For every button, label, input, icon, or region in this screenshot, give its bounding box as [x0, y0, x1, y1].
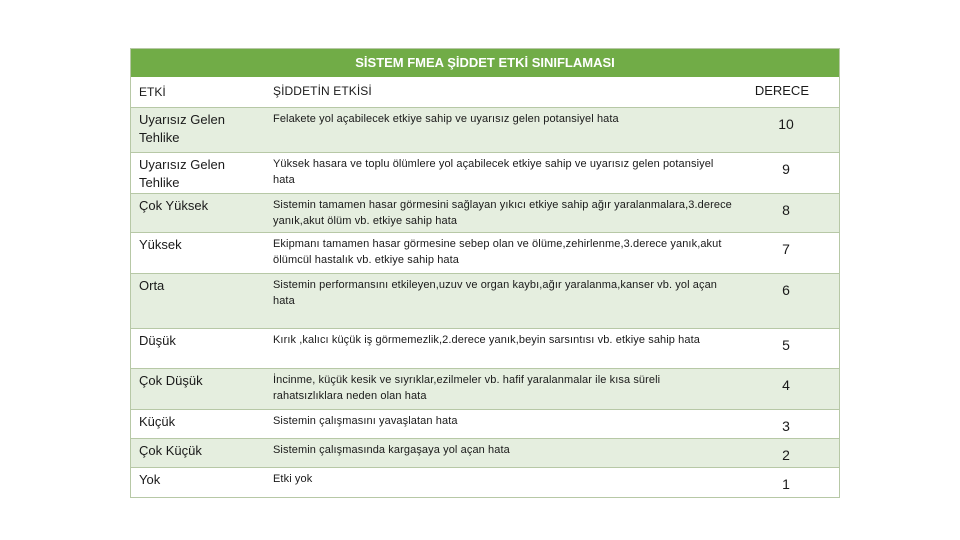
effect-cell: Çok Yüksek [139, 198, 209, 213]
rank-cell: 7 [782, 241, 790, 257]
description-cell: İncinme, küçük kesik ve sıyrıklar,ezilmeler vb. hafif yaralanmalar ile kısa süreli rahatsızlıklara neden olan hata [273, 374, 661, 402]
table-row [131, 329, 839, 369]
effect-cell: Uyarısız Gelen Tehlike [139, 157, 225, 190]
description-cell: Yüksek hasara ve toplu ölümlere yol açabilecek etkiye sahip ve uyarısız gelen potansiyel hata [273, 158, 714, 186]
table-body [131, 108, 839, 497]
description-cell: Etki yok [273, 473, 313, 485]
effect-cell: Uyarısız Gelen Tehlike [139, 112, 225, 145]
rank-cell: 9 [782, 161, 790, 177]
table-row [131, 153, 839, 194]
rank-cell: 3 [782, 418, 790, 434]
table-row [131, 410, 839, 439]
table-title: SİSTEM FMEA ŞİDDET ETKİ SINIFLAMASI [131, 49, 839, 77]
effect-cell: Çok Küçük [139, 443, 202, 458]
rank-cell: 8 [782, 202, 790, 218]
effect-cell: Orta [139, 278, 165, 293]
description-cell: Sistemin tamamen hasar görmesini sağlayan yıkıcı etkiye sahip ağır yaralanmalara,3.derece yanık,akut ölüm vb. etkiye sahip hata [273, 199, 732, 227]
header-row [131, 77, 839, 108]
rank-cell: 1 [782, 476, 790, 492]
rank-cell: 4 [782, 377, 790, 393]
fmea-severity-table [130, 48, 840, 498]
effect-cell: Çok Düşük [139, 373, 203, 388]
table-row [131, 468, 839, 497]
description-cell: Felakete yol açabilecek etkiye sahip ve uyarısız gelen potansiyel hata [273, 113, 619, 125]
effect-cell: Yüksek [139, 237, 182, 252]
table-row [131, 233, 839, 274]
table-row [131, 439, 839, 468]
description-cell: Sistemin çalışmasında kargaşaya yol açan hata [273, 444, 510, 456]
header-severity-effect: ŞİDDETİN ETKİSİ [273, 84, 372, 98]
rank-cell: 2 [782, 447, 790, 463]
effect-cell: Küçük [139, 414, 176, 429]
description-cell: Sistemin performansını etkileyen,uzuv ve organ kaybı,ağır yaralanma,kanser vb. yol açan hata [273, 279, 718, 307]
header-rank: DERECE [754, 83, 809, 98]
table-row [131, 274, 839, 329]
rank-cell: 6 [782, 282, 790, 298]
rank-cell: 10 [778, 116, 794, 132]
effect-cell: Yok [139, 472, 161, 487]
table-row [131, 108, 839, 153]
table-row [131, 194, 839, 233]
description-cell: Ekipmanı tamamen hasar görmesine sebep olan ve ölüme,zehirlenme,3.derece yanık,akut ölümcül hastalık vb. etkiye sahip hata [273, 238, 722, 266]
effect-cell: Düşük [139, 333, 176, 348]
header-effect: ETKİ [139, 85, 166, 99]
rank-cell: 5 [782, 337, 790, 353]
table-row [131, 369, 839, 410]
description-cell: Sistemin çalışmasını yavaşlatan hata [273, 415, 458, 427]
description-cell: Kırık ,kalıcı küçük iş görmemezlik,2.derece yanık,beyin sarsıntısı vb. etkiye sahip hata [273, 334, 700, 346]
